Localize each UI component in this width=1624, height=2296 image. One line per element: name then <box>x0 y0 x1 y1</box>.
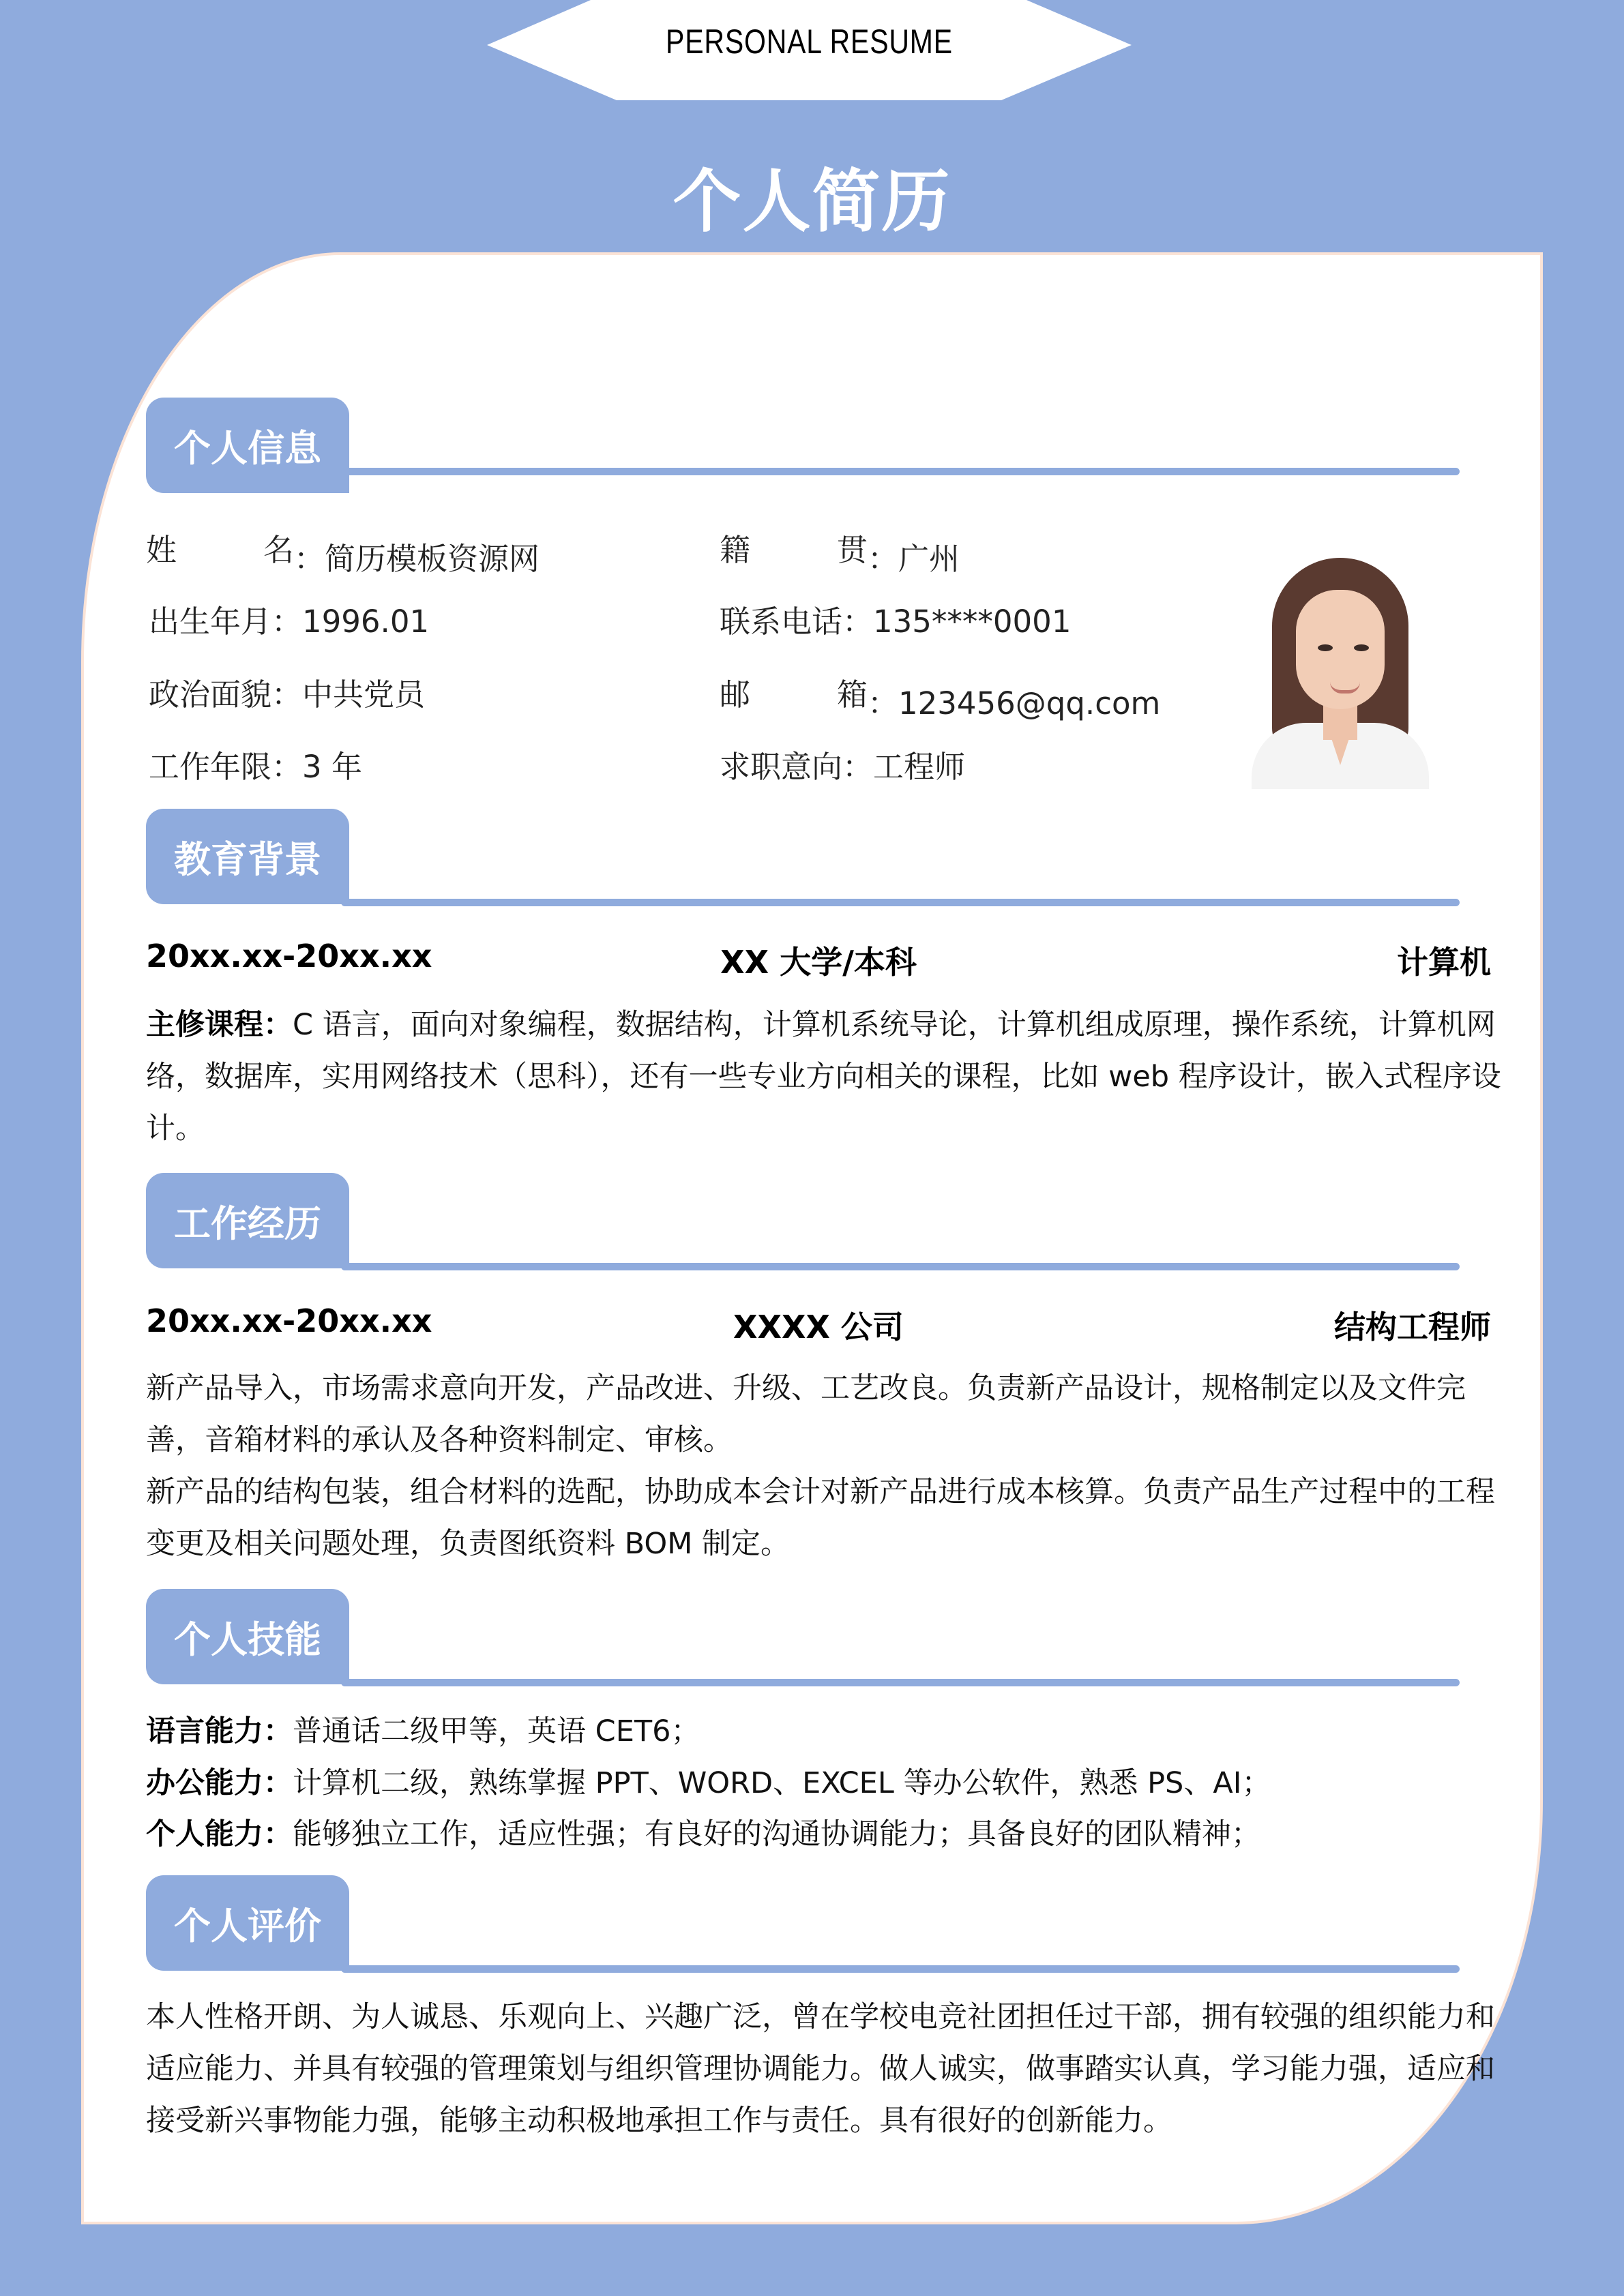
info-email: 邮 箱 ：123456@qq.com <box>720 670 1160 723</box>
info-label: 联系电话 <box>720 603 843 640</box>
work-company: XXXX 公司 <box>733 1309 904 1345</box>
info-value: 3 年 <box>302 749 362 785</box>
info-name: 姓 名 ：简历模板资源网 <box>146 525 540 578</box>
header-subtitle: PERSONAL RESUME <box>666 23 953 61</box>
info-label: 求职意向 <box>720 749 843 785</box>
section-title-evaluation <box>146 1875 349 1971</box>
section-title-personal-info <box>146 398 349 493</box>
section-divider <box>341 1679 1460 1686</box>
info-label: 工作年限 <box>149 749 272 785</box>
info-label: 邮 箱 <box>720 676 868 713</box>
section-title-text: 教育背景 <box>174 837 321 881</box>
skill-label: 语言能力： <box>146 1714 293 1748</box>
info-value: 1996.01 <box>302 603 430 640</box>
info-phone: 联系电话：135****0001 <box>720 597 1071 641</box>
skill-personal <box>146 1811 1260 1853</box>
info-value: 135****0001 <box>873 603 1072 640</box>
info-work-years: 工作年限：3 年 <box>149 742 362 786</box>
section-divider <box>341 899 1460 906</box>
courses-label: 主修课程： <box>146 1008 293 1042</box>
education-major: 计算机 <box>1397 944 1491 981</box>
work-date: 20xx.xx-20xx.xx <box>146 1302 432 1339</box>
section-title-text: 个人评价 <box>174 1904 321 1948</box>
section-title-skills <box>146 1589 349 1684</box>
info-value: 中共党员 <box>302 676 426 713</box>
skill-value: 普通话二级甲等，英语 CET6； <box>293 1714 700 1748</box>
info-hometown: 籍 贯 ：广州 <box>720 525 960 578</box>
section-title-education <box>146 809 349 904</box>
courses-text: C 语言，面向对象编程，数据结构，计算机系统导论，计算机组成原理，操作系统，计算机网络，数据库，实用网络技术（思科），还有一些专业方向相关的课程，比如 web 程序设计，嵌入式程序设计。 <box>146 1008 1501 1146</box>
work-description-1: 新产品导入，市场需求意向开发，产品改进、升级、工艺改良。负责新产品设计，规格制定以及文件完善，音箱材料的承认及各种资料制定、审核。 <box>146 1371 1466 1457</box>
education-date: 20xx.xx-20xx.xx <box>146 938 432 974</box>
skill-label: 个人能力： <box>146 1817 293 1851</box>
section-title-text: 个人技能 <box>174 1617 321 1661</box>
info-job-objective: 求职意向：工程师 <box>720 742 965 786</box>
section-title-work <box>146 1173 349 1268</box>
skill-value: 计算机二级，熟练掌握 PPT、WORD、EXCEL 等办公软件，熟悉 PS、AI； <box>293 1766 1271 1800</box>
info-political: 政治面貌：中共党员 <box>149 670 425 714</box>
education-school: XX 大学/本科 <box>720 944 917 981</box>
work-description-2: 新产品的结构包装，组合材料的选配，协助成本会计对新产品进行成本核算。负责产品生产过程中的工程变更及相关问题处理，负责图纸资料 BOM 制定。 <box>146 1475 1495 1561</box>
info-label: 籍 贯 <box>720 532 868 568</box>
info-label: 出生年月 <box>149 603 272 640</box>
info-value: 广州 <box>898 541 960 577</box>
portrait-photo <box>1238 539 1436 789</box>
info-label: 姓 名 <box>146 532 294 568</box>
section-title-text: 工作经历 <box>174 1202 321 1245</box>
skill-language <box>146 1708 700 1750</box>
info-label: 政治面貌 <box>149 676 272 713</box>
section-divider <box>341 1263 1460 1270</box>
section-title-text: 个人信息 <box>174 426 321 470</box>
section-divider <box>341 1965 1460 1973</box>
section-divider <box>341 468 1460 475</box>
skill-value: 能够独立工作，适应性强；有良好的沟通协调能力；具备良好的团队精神； <box>293 1817 1260 1851</box>
skill-label: 办公能力： <box>146 1766 293 1800</box>
skill-office <box>146 1760 1271 1802</box>
info-birth: 出生年月：1996.01 <box>149 597 429 641</box>
info-value: 123456@qq.com <box>898 685 1161 721</box>
evaluation-text: 本人性格开朗、为人诚恳、乐观向上、兴趣广泛，曾在学校电竞社团担任过干部，拥有较强的组织能力和适应能力、并具有较强的管理策划与组织管理协调能力。做人诚实，做事踏实认真，学习能力强，适应和接受新兴事物能力强，能够主动积极地承担工作与责任。具有很好的创新能力。 <box>146 2000 1495 2138</box>
info-value: 工程师 <box>873 749 966 785</box>
info-value: 简历模板资源网 <box>325 541 540 577</box>
work-role: 结构工程师 <box>1334 1309 1491 1345</box>
page-title: 个人简历 <box>673 162 951 241</box>
education-courses <box>146 999 1507 1154</box>
